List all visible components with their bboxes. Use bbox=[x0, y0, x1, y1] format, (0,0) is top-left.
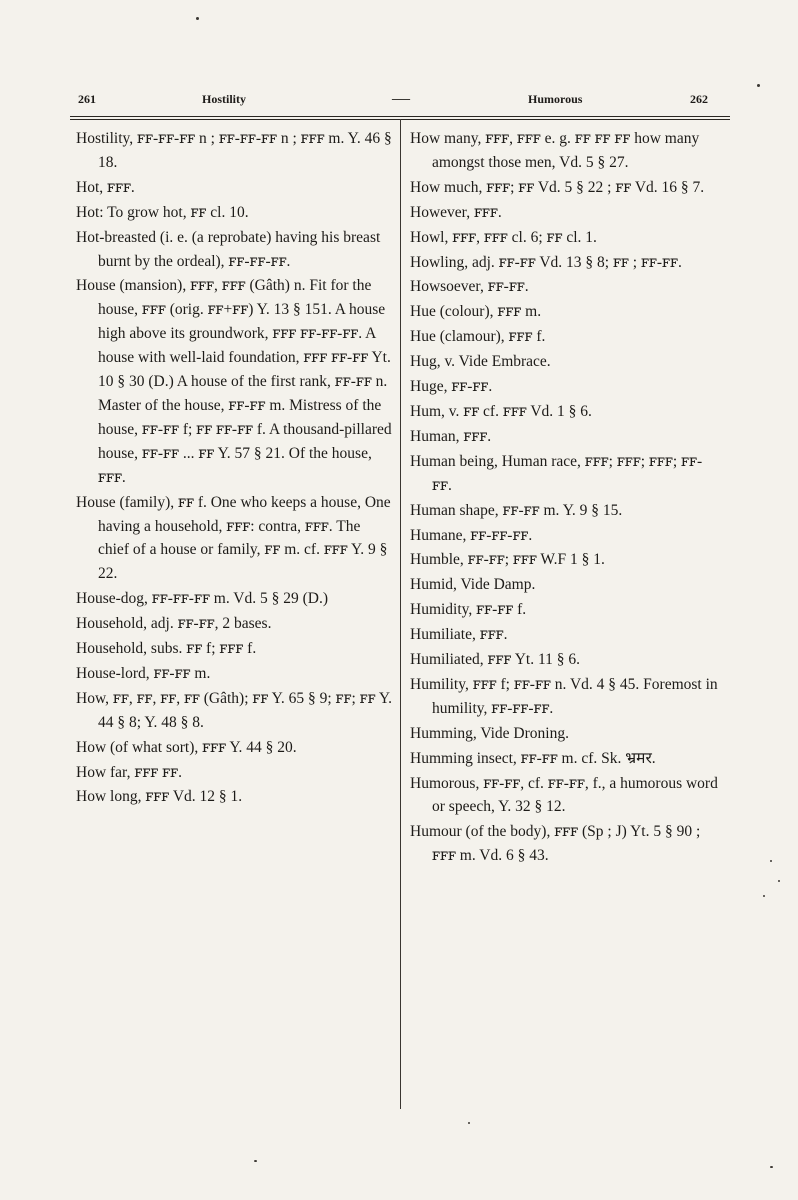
entry-household-adj: Household, adj. ꜰꜰ-ꜰꜰ, 2 bases. bbox=[76, 615, 272, 633]
header-rule bbox=[70, 116, 730, 117]
entry-however: However, ꜰꜰꜰ. bbox=[410, 203, 502, 221]
entry-humidity: Humidity, ꜰꜰ-ꜰꜰ f. bbox=[410, 601, 527, 619]
entry-household-subs: Household, subs. ꜰꜰ f; ꜰꜰꜰ f. bbox=[76, 640, 257, 658]
entry-humiliate: Humiliate, ꜰꜰꜰ. bbox=[410, 626, 508, 644]
ink-speck bbox=[196, 17, 199, 20]
ink-speck bbox=[770, 860, 772, 862]
right-column bbox=[410, 127, 720, 869]
entry-humid: Humid, Vide Damp. bbox=[410, 576, 536, 594]
entry-humorous: Humorous, ꜰꜰ-ꜰꜰ, cf. ꜰꜰ-ꜰꜰ, f., a humorous word or speech, Y. 32 § 12. bbox=[410, 774, 718, 816]
entry-how-long: How long, ꜰꜰꜰ Vd. 12 § 1. bbox=[76, 788, 243, 806]
entry-humiliated: Humiliated, ꜰꜰꜰ Yt. 11 § 6. bbox=[410, 651, 580, 669]
entry-humming: Humming, Vide Droning. bbox=[410, 724, 569, 742]
ink-speck bbox=[757, 84, 760, 87]
ink-speck bbox=[778, 880, 780, 882]
entry-how-many: How many, ꜰꜰꜰ, ꜰꜰꜰ e. g. ꜰꜰ ꜰꜰ ꜰꜰ how many amongst those men, Vd. 5 § 27. bbox=[410, 130, 700, 171]
entry-hue-colour: Hue (colour), ꜰꜰꜰ m. bbox=[410, 303, 542, 321]
entry-hot-breasted: Hot-breasted (i. e. (a reprobate) having his breast burnt by the ordeal), ꜰꜰ-ꜰꜰ-ꜰꜰ. bbox=[76, 228, 381, 270]
column-divider bbox=[400, 119, 401, 1109]
entry-humour: Humour (of the body), ꜰꜰꜰ (Sp ; J) Yt. 5 § 90 ; ꜰꜰꜰ m. Vd. 6 § 43. bbox=[410, 823, 701, 865]
entry-human-being: Human being, Human race, ꜰꜰꜰ; ꜰꜰꜰ; ꜰꜰꜰ; ꜰꜰ-ꜰꜰ. bbox=[410, 452, 703, 494]
left-column bbox=[76, 127, 394, 810]
header-dash: — bbox=[392, 88, 410, 108]
entry-how-far: How far, ꜰꜰꜰ ꜰꜰ. bbox=[76, 763, 182, 781]
entry-hostility: Hostility, ꜰꜰ-ꜰꜰ-ꜰꜰ n ; ꜰꜰ-ꜰꜰ-ꜰꜰ n ; ꜰꜰꜰ m. Y. 46 § 18. bbox=[76, 130, 392, 171]
running-header bbox=[70, 88, 730, 116]
ink-speck bbox=[770, 1166, 773, 1168]
entry-hue-clamour: Hue (clamour), ꜰꜰꜰ f. bbox=[410, 328, 546, 346]
entry-huge: Huge, ꜰꜰ-ꜰꜰ. bbox=[410, 378, 493, 396]
entry-house-lord: House-lord, ꜰꜰ-ꜰꜰ m. bbox=[76, 664, 211, 682]
entry-how-sort: How (of what sort), ꜰꜰꜰ Y. 44 § 20. bbox=[76, 738, 297, 756]
left-running-headword: Hostility bbox=[202, 92, 246, 106]
ink-speck bbox=[763, 895, 765, 897]
entry-humility: Humility, ꜰꜰꜰ f; ꜰꜰ-ꜰꜰ n. Vd. 4 § 45. Foremost in humility, ꜰꜰ-ꜰꜰ-ꜰꜰ. bbox=[410, 675, 718, 717]
entry-how-much: How much, ꜰꜰꜰ; ꜰꜰ Vd. 5 § 22 ; ꜰꜰ Vd. 16 § 7. bbox=[410, 178, 705, 196]
entry-humming-insect: Humming insect, ꜰꜰ-ꜰꜰ m. cf. Sk. भ्रमर. bbox=[410, 749, 656, 767]
entry-house-family: House (family), ꜰꜰ f. One who keeps a house, One having a household, ꜰꜰꜰ: contra, ꜰꜰꜰ. The chief of a house or family, ꜰꜰ m. cf. ꜰꜰꜰ Y. 9 § 22. bbox=[76, 493, 391, 583]
entry-hot: Hot, ꜰꜰꜰ. bbox=[76, 178, 135, 196]
entry-howl: Howl, ꜰꜰꜰ, ꜰꜰꜰ cl. 6; ꜰꜰ cl. 1. bbox=[410, 228, 597, 246]
entry-house-mansion: House (mansion), ꜰꜰꜰ, ꜰꜰꜰ (Gâth) n. Fit for the house, ꜰꜰꜰ (orig. ꜰꜰ+ꜰꜰ) Y. 13 § 151. A house high above its groundwork, ꜰꜰꜰ ꜰꜰ-ꜰꜰ-ꜰꜰ. A house with well-laid foundation, ꜰꜰꜰ ꜰꜰ-ꜰꜰ Yt. 10 § 30 (D.) A house of the first rank, ꜰꜰ-ꜰꜰ n. Master of the house, ꜰꜰ-ꜰꜰ m. Mistress of the house, ꜰꜰ-ꜰꜰ f; ꜰꜰ ꜰꜰ-ꜰꜰ f. A thousand-pillared house, ꜰꜰ-ꜰꜰ ... ꜰꜰ Y. 57 § 21. Of the house, ꜰꜰꜰ. bbox=[76, 277, 392, 486]
entry-howling: Howling, adj. ꜰꜰ-ꜰꜰ Vd. 13 § 8; ꜰꜰ ; ꜰꜰ-ꜰꜰ. bbox=[410, 253, 682, 271]
entry-hum: Hum, v. ꜰꜰ cf. ꜰꜰꜰ Vd. 1 § 6. bbox=[410, 402, 592, 420]
entry-house-dog: House-dog, ꜰꜰ-ꜰꜰ-ꜰꜰ m. Vd. 5 § 29 (D.) bbox=[76, 590, 329, 608]
entry-humane: Humane, ꜰꜰ-ꜰꜰ-ꜰꜰ. bbox=[410, 526, 533, 544]
left-page-number: 261 bbox=[78, 92, 96, 106]
entry-hot-grow: Hot: To grow hot, ꜰꜰ cl. 10. bbox=[76, 203, 249, 221]
entry-how: How, ꜰꜰ, ꜰꜰ, ꜰꜰ, ꜰꜰ (Gâth); ꜰꜰ Y. 65 § 9; ꜰꜰ; ꜰꜰ Y. 44 § 8; Y. 48 § 8. bbox=[76, 689, 392, 731]
ink-speck bbox=[254, 1160, 257, 1162]
entry-howsoever: Howsoever, ꜰꜰ-ꜰꜰ. bbox=[410, 278, 529, 296]
entry-human-shape: Human shape, ꜰꜰ-ꜰꜰ m. Y. 9 § 15. bbox=[410, 501, 623, 519]
entry-hug: Hug, v. Vide Embrace. bbox=[410, 353, 551, 371]
right-page-number: 262 bbox=[690, 92, 708, 106]
ink-speck bbox=[468, 1122, 470, 1124]
entry-humble: Humble, ꜰꜰ-ꜰꜰ; ꜰꜰꜰ W.F 1 § 1. bbox=[410, 551, 605, 569]
entry-human: Human, ꜰꜰꜰ. bbox=[410, 427, 492, 445]
right-running-headword: Humorous bbox=[528, 92, 583, 106]
